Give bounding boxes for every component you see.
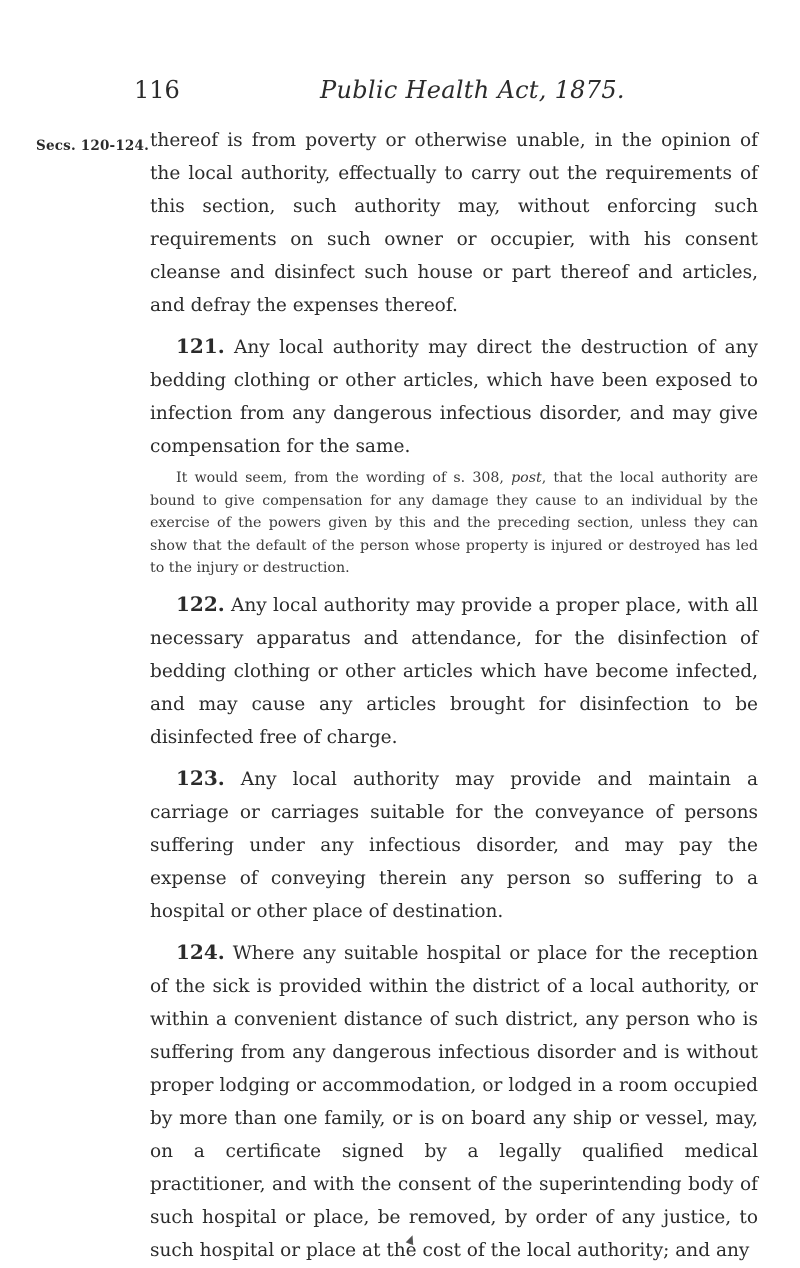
- section-123: [150, 762, 758, 928]
- section-number: 124.: [176, 939, 225, 964]
- section-text: Any local authority may provide and maintain a carriage or carriages suitable for the conveyance of persons suffering under any infectious disorder, and may pay the expense of conveying therein any person so suffering to a hospital or other place of destination.: [150, 768, 758, 922]
- section-text: Where any suitable hospital or place for the reception of the sick is provided within the district of a local authority, or within a convenient distance of such district, any person who is suffering from any dangerous infectious disorder and is without proper lodging or accommodation, or lodged in a room occupied by more than one family, or is on board any ship or vessel, may, on a certificate signed by a legally qualified medical practitioner, and with the consent of the superintending body of such hospital or place, be removed, by order of any justice, to such hospital or place at the cost of the local authority; and any: [150, 942, 758, 1261]
- running-title: Public Health Act, 1875.: [320, 76, 625, 104]
- section-124: [150, 936, 758, 1267]
- section-text: Any local authority may provide a proper place, with all necessary apparatus and attendance, for the disinfection of bedding clothing or other articles which have become infected, and may cause any articles brought for disinfection to be disinfected free of charge.: [150, 594, 759, 748]
- section-number: 123.: [176, 765, 225, 790]
- page-number: 116: [134, 76, 180, 104]
- note-italic-word: post: [511, 470, 542, 486]
- section-121: [150, 330, 758, 463]
- editorial-note: [150, 467, 758, 580]
- note-text: , that the local authority are bound to give compensation for any damage they cause to an individual by the exercise of the powers given by this and the preceding section, unless they can show that the default of the person whose property is injured or destroyed has led to the injury or destruction.: [150, 470, 758, 576]
- section-range-margin-note: Secs. 120-124.: [36, 138, 150, 154]
- running-head: [134, 76, 734, 116]
- section-122: [150, 588, 758, 754]
- note-text: It would seem, from the wording of s. 308,: [176, 470, 512, 486]
- section-text: Any local authority may direct the destruction of any bedding clothing or other articles, which have been exposed to infection from any dangerous infectious disorder, and may give compensation for the same.: [150, 337, 758, 457]
- section-number: 122.: [176, 591, 225, 616]
- section-number: 121.: [176, 334, 225, 358]
- continued-paragraph: thereof is from poverty or otherwise unable, in the opinion of the local authority, effectually to carry out the requirements of this section, such authority may, without enforcing such requirements on such owner or occupier, with his consent cleanse and disinfect such house or part thereof and articles, and defray the expenses thereof.: [150, 130, 758, 316]
- body-text: [150, 124, 758, 1267]
